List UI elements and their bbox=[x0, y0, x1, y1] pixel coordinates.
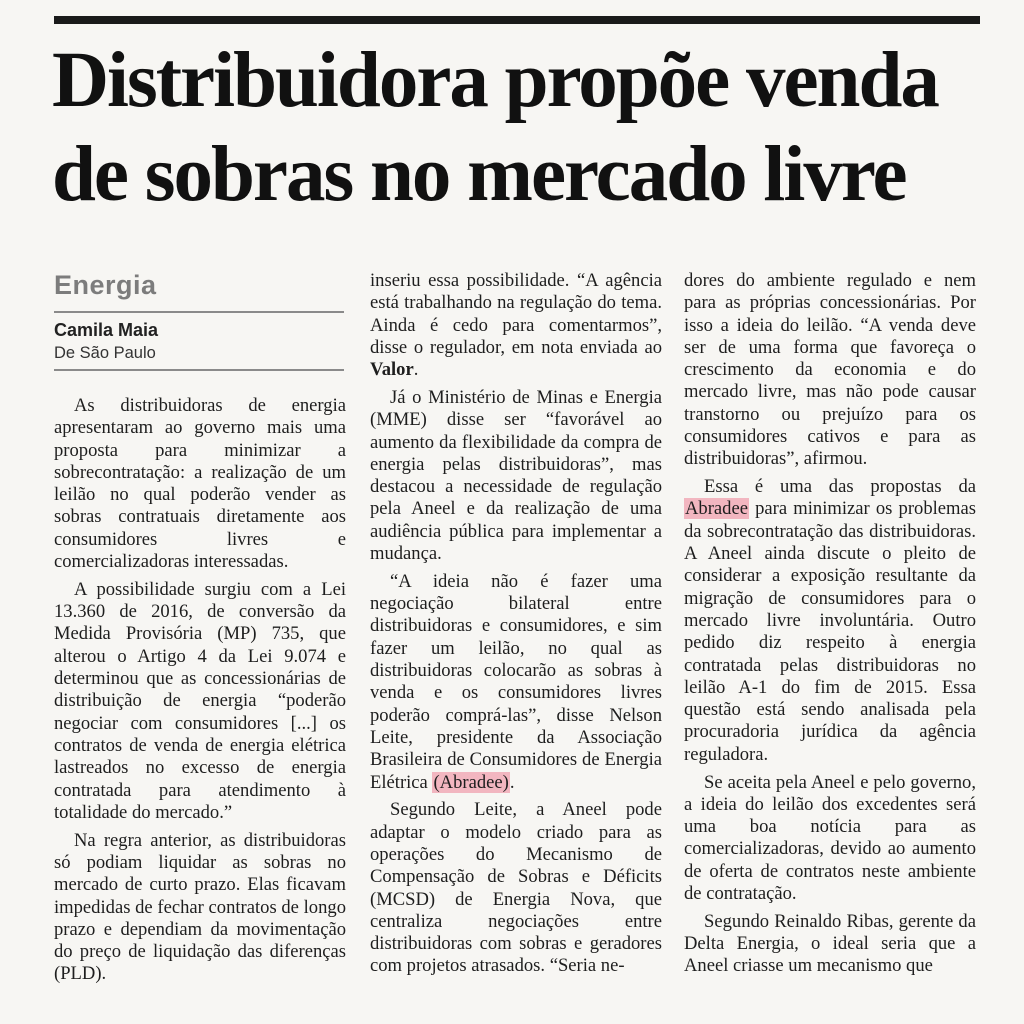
headline-line-1: Distribuidora propõe venda bbox=[52, 37, 938, 124]
highlighted-term: Abradee bbox=[685, 498, 748, 520]
divider bbox=[54, 311, 344, 313]
paragraph: dores do ambiente regulado e nem para as próprias concessionárias. Por isso a ideia do leilão. “A venda deve ser de uma forma que favoreça o crescimento da economia e do mercado livre, mas não pode causar transtorno ou prejuízo para os consumidores cativos e para as distribuidoras”, afirmou. bbox=[684, 270, 976, 470]
paragraph bbox=[370, 270, 662, 381]
paragraph: Se aceita pela Aneel e pelo governo, a ideia do leilão dos excedentes será uma boa notícia para as comercializadoras, devido ao aumento de oferta de contratos neste ambiente de contratação. bbox=[684, 771, 976, 905]
paragraph: Segundo Reinaldo Ribas, gerente da Delta Energia, o ideal seria que a Aneel criasse um mecanismo que bbox=[684, 910, 976, 977]
section-label: Energia bbox=[54, 270, 157, 300]
headline bbox=[52, 34, 992, 222]
paragraph: Na regra anterior, as distribuidoras só podiam liquidar as sobras no mercado de curto prazo. Elas ficavam impedidas de fechar contratos de longo prazo e dependiam da movimentação do preço de liquidação das diferenças (PLD). bbox=[54, 829, 346, 985]
article-column-3 bbox=[684, 270, 976, 983]
author-location: De São Paulo bbox=[54, 344, 156, 362]
headline-line-2: de sobras no mercado livre bbox=[52, 131, 906, 218]
article-column-2 bbox=[370, 270, 662, 983]
top-rule bbox=[54, 16, 980, 24]
paragraph bbox=[370, 571, 662, 794]
author-name: Camila Maia bbox=[54, 320, 159, 340]
paragraph-text: inseriu essa possibilidade. “A agência está trabalhando na regulação do tema. Ainda é cedo para comentarmos”, disse o regulador, em nota enviada ao bbox=[370, 270, 662, 358]
paragraph-text: “A ideia não é fazer uma negociação bilateral entre distribuidoras e consumidores, e sim fazer um leilão, no qual as distribuidoras colocarão as sobras à venda e os consumidores livres poderão comprá-las”, disse Nelson Leite, presidente da Associação Brasileira de Consumidores de Energia Elétrica bbox=[370, 570, 662, 793]
paragraph bbox=[684, 476, 976, 766]
paragraph-text: para minimizar os problemas da sobrecontratação das distribuidoras. A Aneel ainda discute o pleito de considerar a exposição resultante da migração de consumidores para o mercado livre involuntária. Outro pedido diz respeito à energia contratada pelas distribuidoras no leilão A-1 do fim de 2015. Essa questão está sendo analisada pela procuradoria jurídica da agência reguladora. bbox=[684, 498, 976, 765]
punctuation: . bbox=[509, 771, 515, 793]
article-column-1 bbox=[54, 395, 346, 991]
paragraph: As distribuidoras de energia apresentaram ao governo mais uma proposta para minimizar a sobrecontratação: a realização de um leilão no qual poderão vender as sobras contratuais diretamente aos consumidores livres e comercializadoras interessadas. bbox=[54, 395, 346, 573]
punctuation: . bbox=[413, 359, 419, 381]
paragraph: Segundo Leite, a Aneel pode adaptar o modelo criado para as operações do Mecanismo de Compensação de Sobras e Déficits (MCSD) de Energia Nova, que centraliza negociações entre distribuidoras com sobras e geradores com projetos atrasados. “Seria ne- bbox=[370, 799, 662, 977]
paragraph: Já o Ministério de Minas e Energia (MME) disse ser “favorável ao aumento da flexibilidade da compra de energia pelas distribuidoras”, mas destacou a necessidade de regulação pela Aneel e da realização de uma audiência pública para implementar a mudança. bbox=[370, 386, 662, 565]
paragraph-text: Essa é uma das propostas da bbox=[704, 476, 976, 498]
divider bbox=[54, 369, 344, 371]
highlighted-term: (Abradee) bbox=[433, 771, 509, 793]
publication-name: Valor bbox=[370, 359, 414, 381]
paragraph: A possibilidade surgiu com a Lei 13.360 de 2016, de conversão da Medida Provisória (MP) 735, que alterou o Artigo 4 da Lei 9.074 e determinou que as concessionárias de distribuição de energia “poderão negociar com consumidores [...] os contratos de venda de energia elétrica lastreados no excesso de energia contratada para atendimento à totalidade do mercado.” bbox=[54, 578, 346, 823]
